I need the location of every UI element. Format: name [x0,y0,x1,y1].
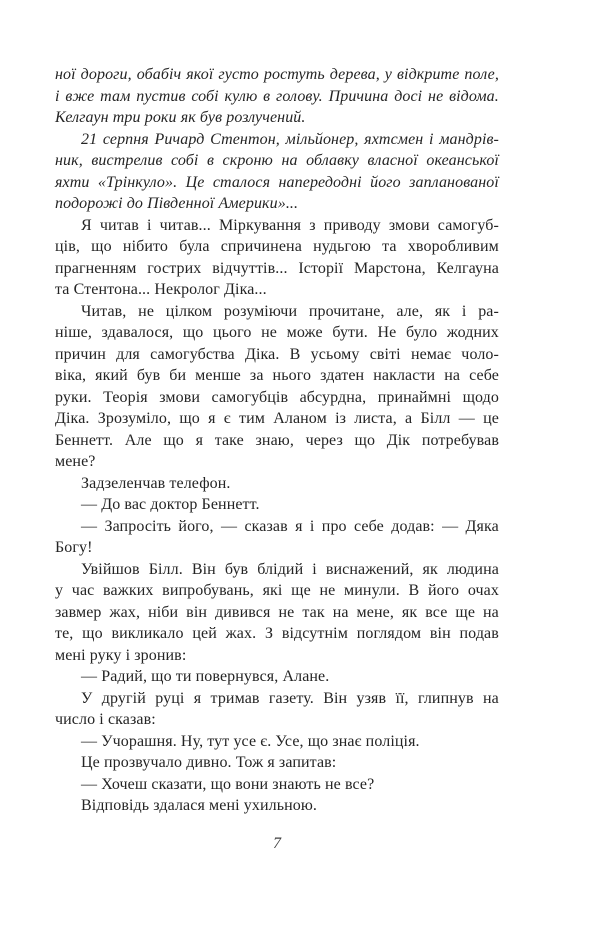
text-line: те, що викликало цей жах. З відсутнім поглядом він подав [55,625,499,642]
text-line: Відповідь здалася мені ухильною. [81,797,318,814]
paragraph [55,666,499,688]
text-line: 21 серпня Ричард Стентон, мільйонер, яхтсмен і мандрів- [81,130,499,148]
text-line: Діка. Зрозуміло, що я є тим Аланом із листа, а Білл — це [55,410,499,427]
text-line: Це прозвучало дивно. Тож я запитав: [81,754,337,771]
paragraph [55,559,499,667]
text-line: ніше, здавалося, що цього не може бути. Не було жодних [55,324,499,341]
text-line: віка, який був би менше за нього здатен накласти на себе [55,367,499,384]
paragraph [55,516,499,559]
text-line: ник, вистрелив собі в скроню на облавку власної океанської [55,152,499,169]
paragraph [55,688,499,731]
text-line: у час важких випробувань, які ще не минули. В його очах [55,582,499,599]
text-line: — До вас доктор Беннетт. [81,496,260,513]
text-line: Богу! [55,539,93,556]
paragraph [55,64,499,129]
paragraph [55,795,499,817]
text-line: Увійшов Білл. Він був блідий і виснажений, як людина [81,560,499,578]
text-line: У другій руці я тримав газету. Він узяв її, глипнув на [81,689,499,707]
text-line: прагненням гострих відчуттів... Історії Марстона, Келгауна [55,259,499,277]
text-line: руки. Теорія змови самогубців абсурдна, принаймні щодо [55,388,499,406]
paragraph [55,494,499,516]
text-line: Келгаун три роки як був розлучений. [55,109,306,126]
paragraph [55,129,499,215]
text-line: — Радий, що ти повернувся, Алане. [81,668,330,685]
text-line: — Запросіть його, — сказав я і про себе додав: — Дяка [81,517,499,535]
text-line: Беннетт. Але що я таке знаю, через що Дік потребував [55,431,499,449]
text-line: Читав, не цілком розуміючи прочитане, але, як і ра- [81,302,499,320]
text-line: Я читав і читав... Міркування з приводу змови самогуб- [81,216,499,234]
paragraph [55,473,499,495]
paragraph [55,215,499,301]
text-line: причин для самогубства Діка. В усьому світі немає чоло- [55,345,499,363]
text-line: мене? [55,453,96,470]
page-text [55,64,499,817]
text-line: ців, що нібито була спричинена нудьгою та хворобливим [55,238,499,255]
text-line: завмер жах, ніби він дивився не так на мене, як все ще на [55,603,499,621]
paragraph [55,731,499,753]
text-line: Задзеленчав телефон. [81,474,231,492]
text-line: яхти «Трінкуло». Це сталося напередодні його запланованої [55,173,499,191]
text-line: та Стентона... Некролог Діка... [55,281,267,298]
text-line: — Учорашня. Ну, тут усе є. Усе, що знає поліція. [81,732,420,750]
text-line: ної дороги, обабіч якої густо ростуть дерева, у відкрите поле, [55,66,499,83]
page-number: 7 [273,835,281,852]
paragraph [55,774,499,796]
text-line: подорожі до Південної Америки»... [55,195,299,212]
text-line: і вже там пустив собі кулю в голову. Причина досі не відома. [55,87,499,105]
text-line: мені руку і зронив: [55,646,187,664]
paragraph [55,301,499,473]
paragraph [55,752,499,774]
text-line: — Хочеш сказати, що вони знають не все? [81,775,375,793]
text-line: число і сказав: [55,711,156,728]
